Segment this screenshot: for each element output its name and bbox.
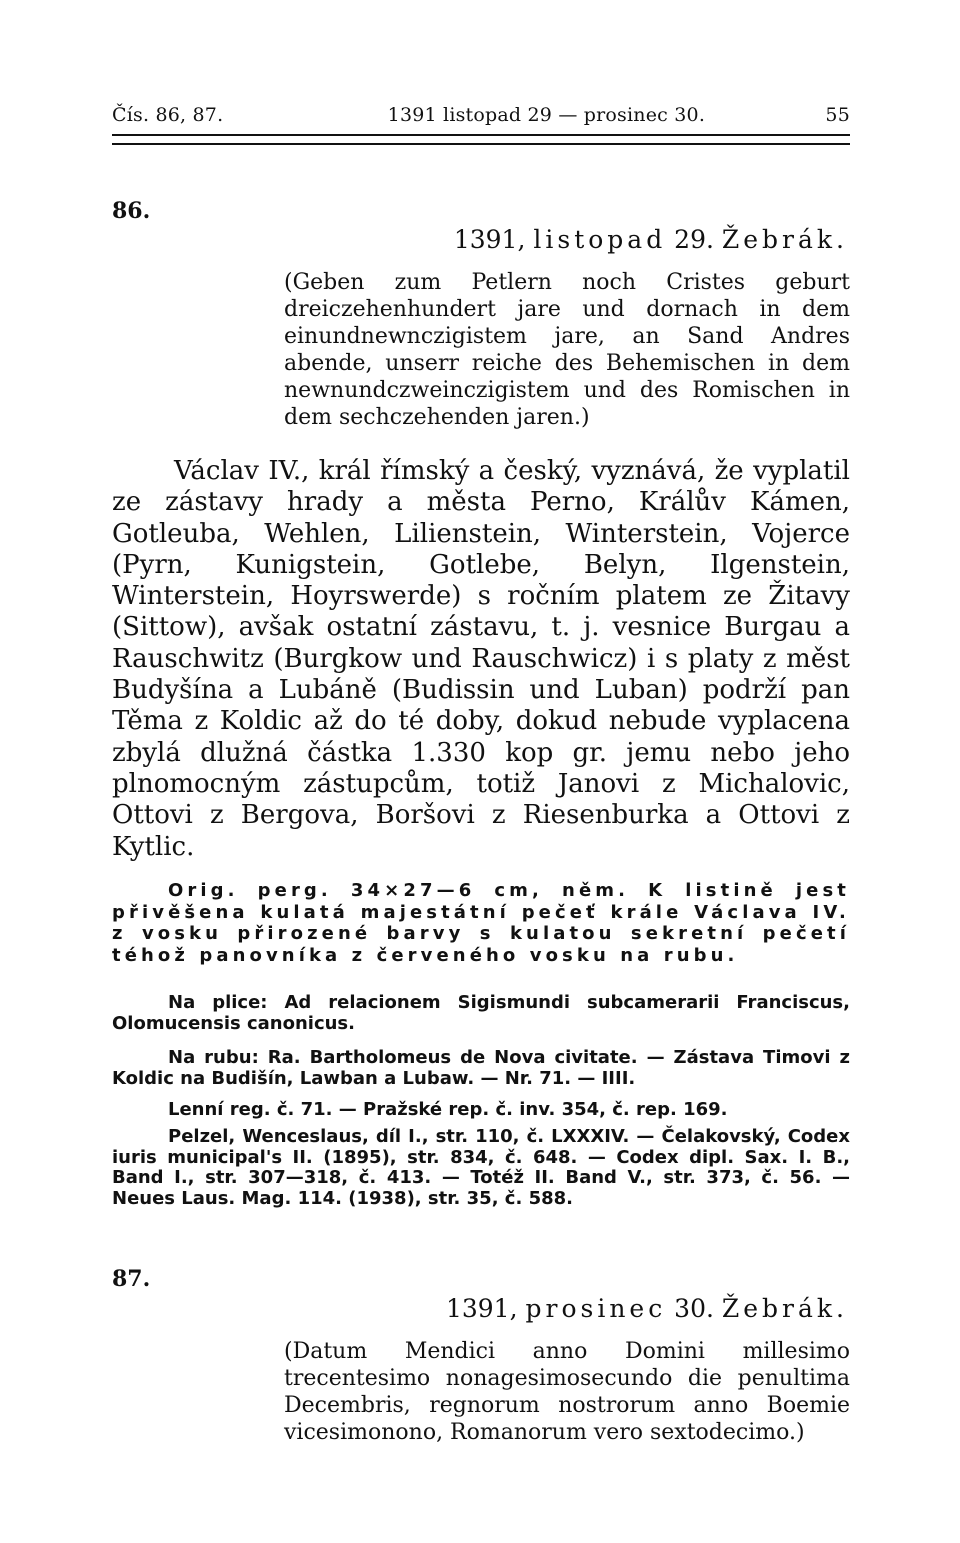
header-document-numbers: Čís. 86, 87. [112,104,224,126]
entry-dateline [454,225,848,254]
header-rule-bottom [112,143,850,145]
regest-text [112,456,850,863]
date-day: 30. [666,1294,722,1323]
plica-note-text: Na plice: Ad relacionem Sigismundi subcamerarii Franciscus, Olomucensis canonicus. [112,992,850,1034]
literature-references [112,1127,850,1209]
register-reference [112,1100,850,1121]
date-month: listopad [533,225,667,254]
dorsal-note-text: Na rubu: Ra. Bartholomeus de Nova civitate. — Zástava Timovi z Koldic na Budišín, Lawban a Lubaw. — Nr. 71. — IIII. [112,1047,850,1089]
plica-note [112,993,850,1034]
original-description [112,880,850,966]
latin-dating-clause: (Datum Mendici anno Domini millesimo trecentesimo nonagesimosecundo die penultima Decembris, regnorum nostrorum anno Boemie vicesimonono, Romanorum vero sextodecimo.) [284,1339,850,1445]
entry-number: 87. [112,1266,151,1292]
date-place: Žebrák. [721,1294,848,1323]
date-month: prosinec [525,1294,667,1323]
entry-dateline [446,1294,848,1323]
header-date-range: 1391 listopad 29 — prosinec 30. [387,104,706,126]
dorsal-note [112,1048,850,1089]
page-number: 55 [825,104,850,126]
date-year: 1391, [445,1294,526,1323]
register-reference-text: Lenní reg. č. 71. — Pražské rep. č. inv. 354, č. rep. 169. [168,1099,728,1120]
literature-references-text: Pelzel, Wenceslaus, díl I., str. 110, č. LXXXIV. — Čelakovský, Codex iuris municipal's II. (1895), str. 834, č. 648. — Codex dipl. Sax. I. B., Band I., str. 307—318, č. 413. — Totéž II. Band V., str. 373, č. 56. — Neues Laus. Mag. 114. (1938), str. 35, č. 588. [112,1126,850,1209]
running-header [112,104,850,126]
header-rule-top [112,134,850,136]
latin-dating-clause: (Geben zum Petlern noch Cristes geburt dreiczehenhundert jare und dornach in dem einundnewnczigistem jare, an Sand Andres abende, unserr reiche des Behemischen in dem newnundczweinczigistem und des Romischen in dem sechczehenden jaren.) [284,270,850,430]
date-year: 1391, [453,225,534,254]
date-place: Žebrák. [721,225,848,254]
regest-body: Václav IV., král římský a český, vyznává, že vyplatil ze zástavy hrady a města Perno, Králův Kámen, Gotleuba, Wehlen, Lilienstein, Winterstein, Vojerce (Pyrn, Kunigstein, Gotlebe, Belyn, Ilgenstein, Winterstein, Hoyrswerde) s ročním platem ze Žitavy (Sittow), avšak ostatní zástavu, t. j. vesnice Burgau a Rauschwitz (Burgkow und Rauschwicz) i s platy z měst Budyšína a Lubáně (Budissin und Luban) podrží pan Těma z Koldic až do té doby, dokud nebude vyplacena zbylá dlužná částka 1.330 kop gr. jemu nebo jeho plnomocným zástupcům, totiž Janovi z Michalovic, Ottovi z Bergova, Boršovi z Riesenburka a Ottovi z Kytlic. [112,456,850,862]
original-description-text: Orig. perg. 34×27—6 cm, něm. K listině jest přivěšena kulatá majestátní pečeť krále Václava IV. z vosku přirozené barvy s kulatou sekretní pečetí téhož panovníka z červeného vosku na rubu. [112,880,850,966]
entry-number: 86. [112,198,151,224]
date-day: 29. [666,225,722,254]
